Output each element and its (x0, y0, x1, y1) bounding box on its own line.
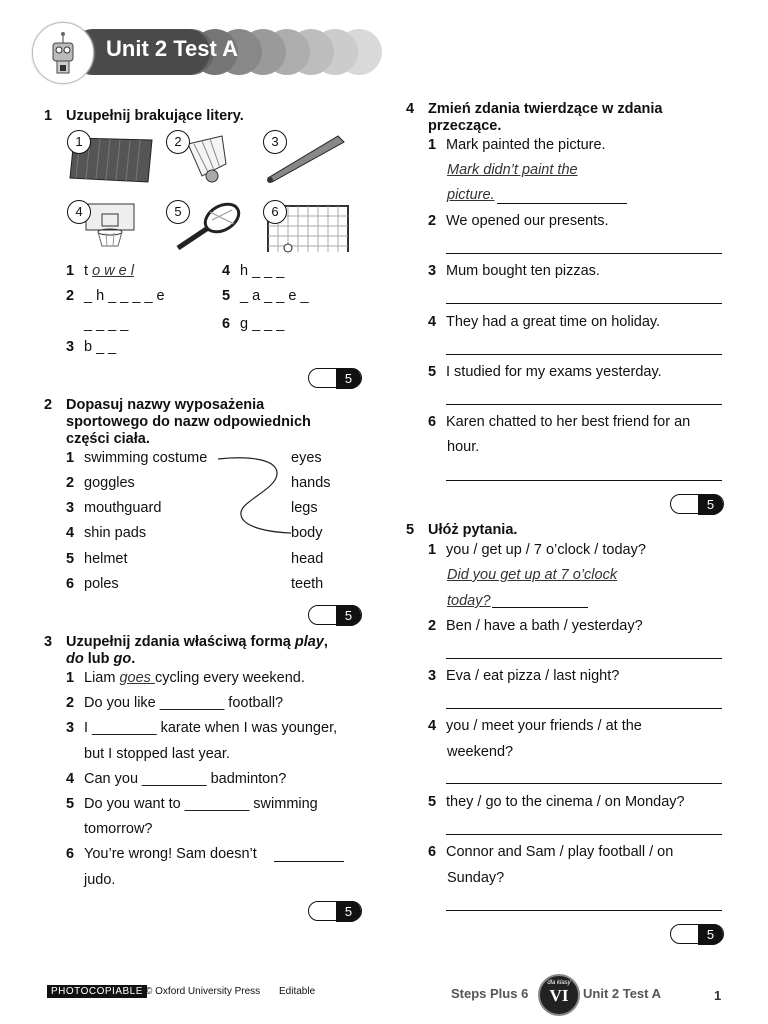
grade-vi-logo: dla klasy VI (538, 974, 580, 1016)
exercise-item[interactable]: 5 Do you want to ________ swimming (66, 796, 318, 812)
exercise-item: 1 Mark painted the picture. (428, 137, 606, 153)
score-box: 5 (308, 605, 362, 625)
list-item: 4 shin pads (66, 525, 147, 541)
question-title: Ułóż pytania. (428, 522, 518, 538)
answer-line[interactable] (446, 708, 722, 709)
exercise-item: 1 you / get up / 7 o’clock / today? (428, 542, 646, 558)
series-name: Steps Plus 6 (451, 986, 529, 1001)
exercise-item[interactable]: 6 You’re wrong! Sam doesn’t (66, 846, 257, 862)
question-number: 1 (44, 108, 53, 124)
exercise-item: hour. (447, 439, 480, 455)
exercise-item: but I stopped last year. (84, 746, 230, 762)
list-item: head (291, 551, 324, 567)
exercise-item: tomorrow? (84, 821, 153, 837)
answer-line[interactable] (446, 480, 722, 481)
answer-line[interactable] (274, 861, 344, 862)
answer-line[interactable] (446, 834, 722, 835)
answer-line (497, 203, 627, 204)
exercise-item: 4 They had a great time on holiday. (428, 314, 661, 330)
exercise-item[interactable]: 5 _ a _ _ e _ (222, 288, 309, 304)
picture-number: 3 (263, 130, 287, 154)
answer-line[interactable] (446, 783, 722, 784)
list-item: body (291, 525, 323, 541)
answer-line[interactable] (446, 253, 722, 254)
exercise-item: 6 Karen chatted to her best friend for an (428, 414, 691, 430)
exercise-item[interactable]: 4 h _ _ _ (222, 263, 285, 279)
picture-number: 1 (67, 130, 91, 154)
answer-line[interactable] (446, 658, 722, 659)
picture-number: 2 (166, 130, 190, 154)
exercise-item[interactable]: 2 _ h _ _ _ _ e (66, 288, 165, 304)
question-number: 4 (406, 101, 415, 117)
exercise-item: 5 they / go to the cinema / on Monday? (428, 794, 685, 810)
example-answer: today? (447, 593, 491, 609)
question-title: Uzupełnij brakujące litery. (66, 108, 244, 124)
page-title: Unit 2 Test A (106, 36, 239, 61)
question-number: 5 (406, 522, 415, 538)
list-item: eyes (291, 450, 322, 466)
unit-label: Unit 2 Test A (583, 986, 662, 1001)
question-title: Dopasuj nazwy wyposażenia sportowego do nazw odpowiednich części ciała. (66, 397, 311, 447)
exercise-item: 4 you / meet your friends / at the (428, 718, 642, 734)
answer-line[interactable] (446, 303, 722, 304)
exercise-item: 6 Connor and Sam / play football / on (428, 844, 674, 860)
example-answer: picture. (447, 187, 495, 203)
exercise-item[interactable]: 3 b _ _ (66, 339, 117, 355)
copyright-text: © Oxford University Press (145, 986, 261, 997)
exercise-item[interactable]: 4 Can you ________ badminton? (66, 771, 287, 787)
editable-label: Editable (279, 986, 316, 997)
exercise-item: 1 t o w e l (66, 263, 134, 279)
picture-number: 4 (67, 200, 91, 224)
list-item: 6 poles (66, 576, 119, 592)
exercise-item: 1 Liam goes cycling every weekend. (66, 670, 305, 686)
list-item: teeth (291, 576, 324, 592)
exercise-item: 3 Eva / eat pizza / last night? (428, 668, 620, 684)
question-number: 3 (44, 634, 53, 650)
answer-line[interactable] (446, 354, 722, 355)
score-box: 5 (670, 494, 724, 514)
question-title: Uzupełnij zdania właściwą formą play, do lub go. (66, 634, 328, 667)
score-box: 5 (308, 901, 362, 921)
exercise-item: judo. (84, 872, 116, 888)
list-item: 1 swimming costume (66, 450, 208, 466)
list-item: 5 helmet (66, 551, 128, 567)
page-number: 1 (714, 988, 722, 1003)
list-item: 3 mouthguard (66, 500, 162, 516)
exercise-item[interactable]: 6 g _ _ _ (222, 316, 285, 332)
exercise-item: 2 Ben / have a bath / yesterday? (428, 618, 643, 634)
list-item: legs (291, 500, 318, 516)
picture-number: 5 (166, 200, 190, 224)
exercise-item: 3 Mum bought ten pizzas. (428, 263, 600, 279)
photocopiable-badge: PHOTOCOPIABLE (47, 985, 147, 998)
exercise-item[interactable]: 2 Do you like ________ football? (66, 695, 284, 711)
exercise-item: weekend? (447, 744, 514, 760)
example-answer: goes (119, 670, 155, 686)
exercise-item: Sunday? (447, 870, 505, 886)
example-answer: o w e l (92, 263, 134, 279)
list-item: 2 goggles (66, 475, 135, 491)
score-box: 5 (308, 368, 362, 388)
exercise-item: 2 We opened our presents. (428, 213, 609, 229)
example-answer: Did you get up at 7 o’clock (447, 567, 618, 583)
score-box: 5 (670, 924, 724, 944)
robot-logo-icon (32, 22, 94, 84)
list-item: hands (291, 475, 331, 491)
exercise-item: 5 I studied for my exams yesterday. (428, 364, 662, 380)
exercise-item[interactable]: _ _ _ _ (84, 316, 129, 332)
question-title: Zmień zdania twierdzące w zdania przeczące. (428, 101, 663, 134)
question-number: 2 (44, 397, 53, 413)
answer-line[interactable] (446, 404, 722, 405)
answer-line[interactable] (446, 910, 722, 911)
exercise-item[interactable]: 3 I ________ karate when I was younger, (66, 720, 338, 736)
picture-number: 6 (263, 200, 287, 224)
example-answer: Mark didn’t paint the (447, 162, 578, 178)
example-match-line (215, 450, 295, 540)
answer-line (492, 607, 588, 608)
